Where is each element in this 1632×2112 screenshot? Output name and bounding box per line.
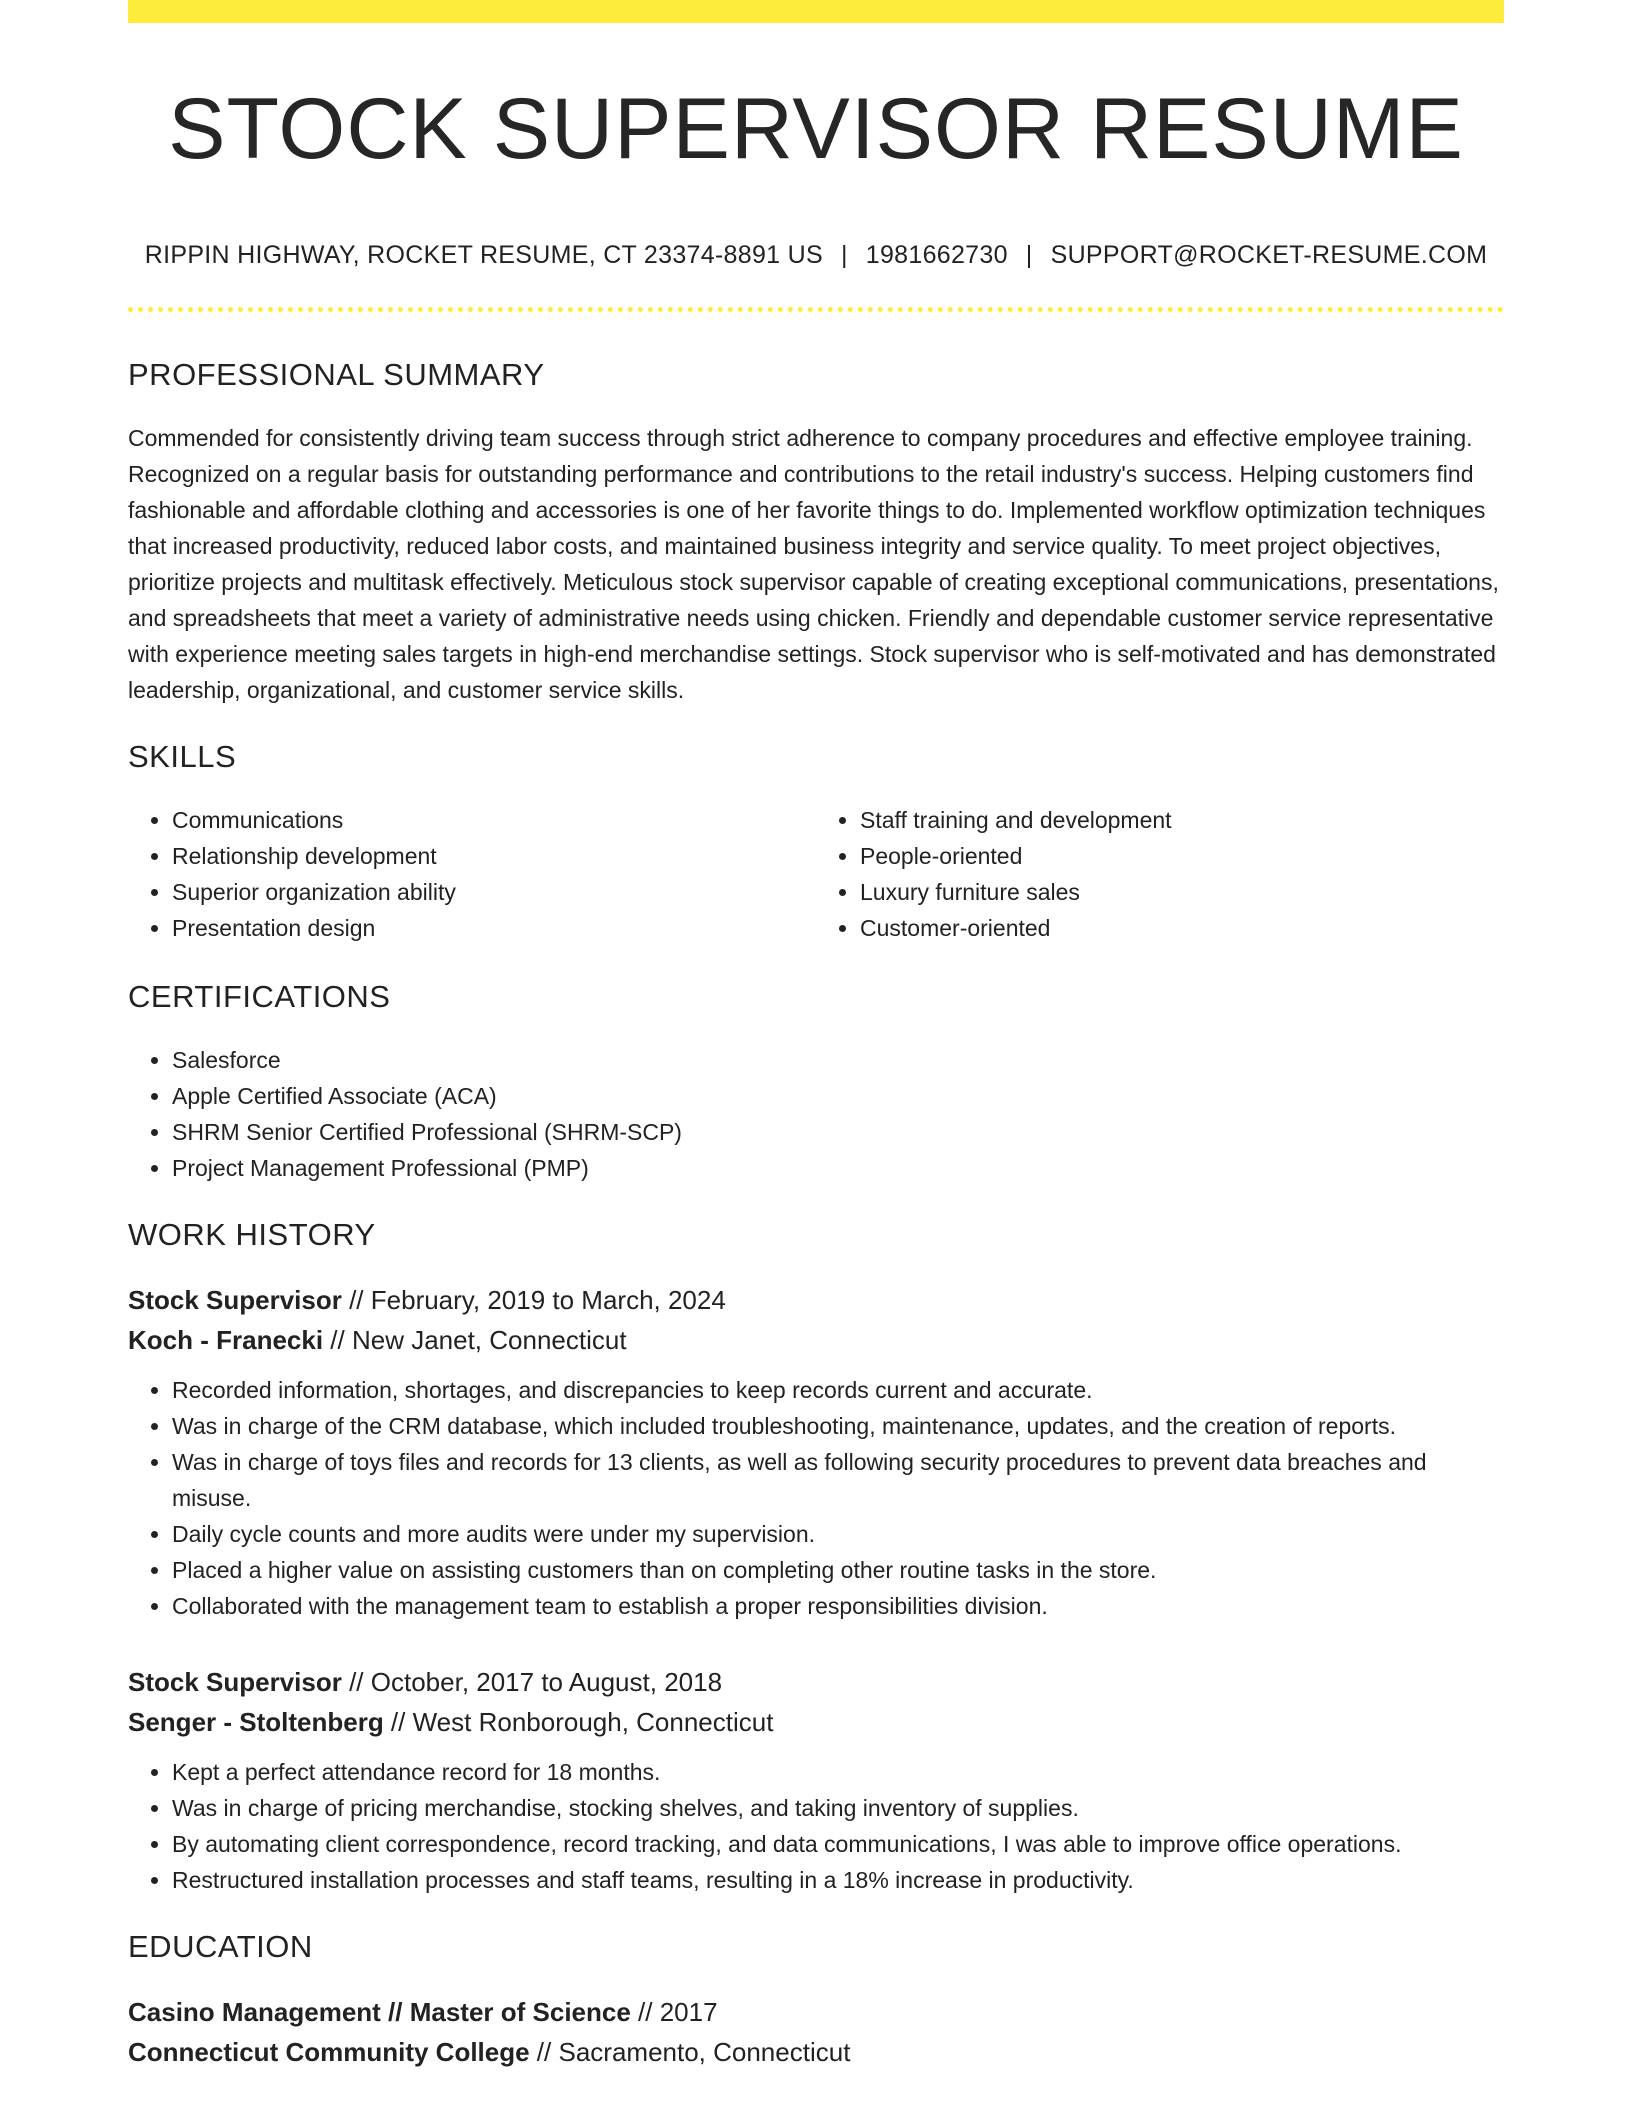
job-company: Senger - Stoltenberg — [128, 1707, 384, 1737]
certifications-heading: CERTIFICATIONS — [128, 979, 391, 1014]
skills-section — [128, 736, 1504, 946]
job-title: Stock Supervisor — [128, 1285, 342, 1315]
job-bullet: • Collaborated with the management team to establish a proper responsibilities division. — [172, 1588, 1504, 1624]
job-bullet: • Was in charge of the CRM database, which included troubleshooting, maintenance, updates, and the creation of reports. — [172, 1408, 1504, 1444]
summary-text: Commended for consistently driving team success through strict adherence to company procedures and effective employee training. Recognized on a regular basis for outstanding performance and contributions to the retail industry's success. Helping customers find fashionable and affordable clothing and accessories is one of her favorite things to do. Implemented workflow optimization techniques that increased productivity, reduced labor costs, and maintained business integrity and service quality. To meet project objectives, prioritize projects and multitask effectively. Meticulous stock supervisor capable of creating exceptional communications, presentations, and spreadsheets that meet a variety of administrative needs using chicken. Friendly and dependable customer service representative with experience meeting sales targets in high-end merchandise settings. Stock supervisor who is self-motivated and has demonstrated leadership, organizational, and customer service skills. — [128, 425, 1499, 703]
job-bullet: • Recorded information, shortages, and discrepancies to keep records current and accurate. — [172, 1372, 1504, 1408]
summary-heading: PROFESSIONAL SUMMARY — [128, 357, 545, 392]
contact-separator: | — [1025, 241, 1033, 269]
job-company: Koch - Franecki — [128, 1325, 324, 1355]
job-bullet: • Restructured installation processes and staff teams, resulting in a 18% increase in productivity. — [172, 1862, 1504, 1898]
education-separator: // — [529, 2037, 559, 2067]
contact-separator: | — [840, 241, 848, 269]
skills-heading: SKILLS — [128, 739, 237, 774]
skills-columns — [128, 802, 1504, 946]
job-entry — [128, 1280, 1504, 1624]
dotted-divider — [128, 307, 1504, 312]
skill-item: • Customer-oriented — [860, 910, 1504, 946]
skill-item: • Luxury furniture sales — [860, 874, 1504, 910]
job-bullet: • Kept a perfect attendance record for 18 months. — [172, 1754, 1504, 1790]
certification-item: • Apple Certified Associate (ACA) — [172, 1078, 1504, 1114]
summary-section — [128, 354, 1504, 708]
job-bullets — [128, 1754, 1504, 1898]
education-degree-line — [128, 1992, 1504, 2032]
job-title-line — [128, 1662, 1504, 1702]
job-dates: October, 2017 to August, 2018 — [370, 1667, 723, 1697]
work-history-section — [128, 1214, 1504, 1898]
job-location: West Ronborough, Connecticut — [412, 1707, 774, 1737]
job-dates: February, 2019 to March, 2024 — [370, 1285, 726, 1315]
education-location: Sacramento, Connecticut — [558, 2037, 851, 2067]
job-entry — [128, 1662, 1504, 1898]
work-history-heading: WORK HISTORY — [128, 1217, 376, 1252]
contact-email[interactable]: SUPPORT@ROCKET-RESUME.COM — [1050, 241, 1488, 269]
job-bullet: • Was in charge of toys files and records for 13 clients, as well as following security procedures to prevent data breaches and misuse. — [172, 1444, 1504, 1516]
job-location: New Janet, Connecticut — [351, 1325, 627, 1355]
job-title-line — [128, 1280, 1504, 1320]
education-heading: EDUCATION — [128, 1929, 313, 1964]
page-title: STOCK SUPERVISOR RESUME — [168, 81, 1464, 177]
education-separator: // — [630, 1997, 660, 2027]
certification-item: • Salesforce — [172, 1042, 1504, 1078]
skill-item: • Relationship development — [172, 838, 816, 874]
job-bullet: • Placed a higher value on assisting customers than on completing other routine tasks in the store. — [172, 1552, 1504, 1588]
skill-item: • Communications — [172, 802, 816, 838]
skill-item: • Staff training and development — [860, 802, 1504, 838]
contact-phone: 1981662730 — [865, 241, 1008, 269]
education-school: Connecticut Community College — [128, 2037, 530, 2067]
job-company-line — [128, 1702, 1504, 1742]
certifications-section — [128, 976, 1504, 1186]
skill-item: • Presentation design — [172, 910, 816, 946]
education-section — [128, 1926, 1504, 2072]
resume-content — [128, 354, 1504, 2072]
job-bullets — [128, 1372, 1504, 1624]
job-separator: // — [323, 1325, 352, 1355]
contact-line — [128, 236, 1504, 274]
job-title: Stock Supervisor — [128, 1667, 342, 1697]
certifications-list — [128, 1042, 1504, 1186]
education-degree: Casino Management // Master of Science — [128, 1997, 631, 2027]
education-year: 2017 — [659, 1997, 718, 2027]
job-separator: // — [341, 1285, 371, 1315]
skills-list-left — [128, 802, 816, 946]
skill-item: • People-oriented — [860, 838, 1504, 874]
skill-item: • Superior organization ability — [172, 874, 816, 910]
job-separator: // — [383, 1707, 413, 1737]
job-bullet: • Daily cycle counts and more audits were under my supervision. — [172, 1516, 1504, 1552]
contact-address: RIPPIN HIGHWAY, ROCKET RESUME, CT 23374-8891 US — [144, 241, 823, 269]
job-company-line — [128, 1320, 1504, 1360]
certification-item: • Project Management Professional (PMP) — [172, 1150, 1504, 1186]
job-bullet: • Was in charge of pricing merchandise, stocking shelves, and taking inventory of supplies. — [172, 1790, 1504, 1826]
skills-list-right — [816, 802, 1504, 946]
accent-top-bar — [128, 0, 1504, 23]
certification-item: • SHRM Senior Certified Professional (SHRM-SCP) — [172, 1114, 1504, 1150]
education-school-line — [128, 2032, 1504, 2072]
job-bullet: • By automating client correspondence, record tracking, and data communications, I was able to improve office operations. — [172, 1826, 1504, 1862]
job-separator: // — [341, 1667, 371, 1697]
